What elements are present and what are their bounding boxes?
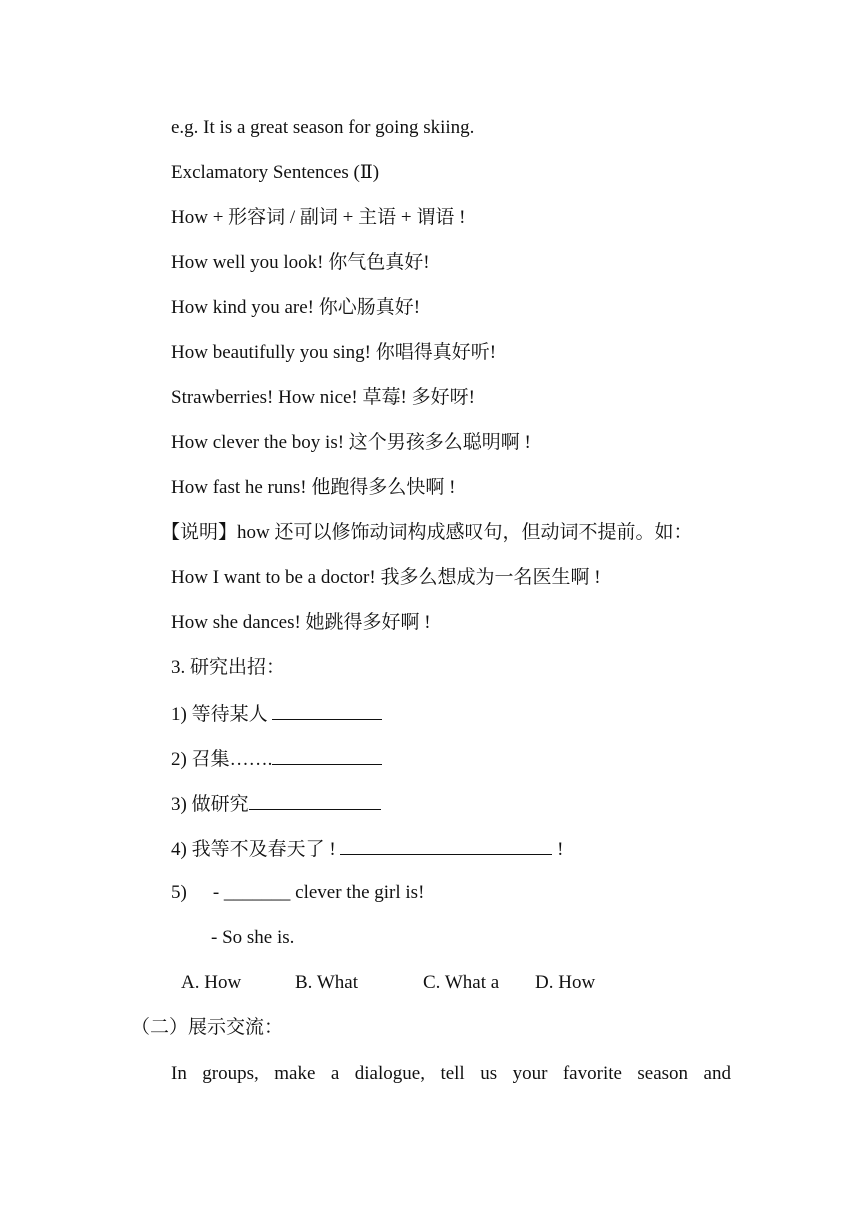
example-line: How she dances! 她跳得多好啊 ! [171,612,431,633]
exercise-item-1 [171,701,382,727]
paragraph-word: make [274,1063,316,1084]
note-line: 【说明】how 还可以修饰动词构成感叹句，但动词不提前。如： [161,522,693,543]
option-c: C. What a [423,972,500,993]
paragraph-word: season [637,1063,689,1084]
answer-blank[interactable] [340,836,552,855]
paragraph-word: a [330,1063,340,1084]
option-b: B. What [295,972,358,993]
exercise-number: 5) [171,882,187,903]
exercise-prompt: 2) 召集……. [171,749,273,770]
paragraph-word: favorite [562,1063,622,1084]
section-heading: Exclamatory Sentences (Ⅱ) [171,162,380,183]
answer-blank[interactable] [249,791,381,810]
exercise-item-2 [171,746,382,772]
exercise-prompt: - _______ clever the girl is! [212,882,425,903]
exercise-prompt: 3) 做研究 [171,794,249,815]
exercise-reply: - So she is. [211,927,295,948]
example-line: How beautifully you sing! 你唱得真好听! [171,342,497,363]
option-a: A. How [181,972,242,993]
paragraph-word: groups, [202,1063,259,1084]
paragraph-word: dialogue, [354,1063,425,1084]
paragraph-word: tell [440,1063,465,1084]
section-two-title: （二）展示交流： [131,1017,284,1038]
example-line: How well you look! 你气色真好! [171,252,430,273]
option-d: D. How [535,972,596,993]
paragraph-word: your [512,1063,548,1084]
answer-blank[interactable] [272,746,382,765]
example-line: Strawberries! How nice! 草莓! 多好呀! [171,387,475,408]
answer-blank[interactable] [272,701,382,720]
exercise-suffix: ! [552,839,564,860]
paragraph-word: us [480,1063,498,1084]
paragraph-word: and [703,1063,731,1084]
exercise-prompt: 4) 我等不及春天了 ! [171,839,341,860]
example-line: How clever the boy is! 这个男孩多么聪明啊 ! [171,432,531,453]
exercise-item-4 [171,836,563,862]
exercise-prompt: 1) 等待某人 [171,704,273,725]
example-line: How kind you are! 你心肠真好! [171,297,421,318]
exercise-item-5 [171,881,424,905]
example-sentence: e.g. It is a great season for going skiing. [171,117,475,138]
example-line: How I want to be a doctor! 我多么想成为一名医生啊 ! [171,567,601,588]
paragraph-word: In [171,1063,187,1084]
exercise-item-3 [171,791,381,817]
exercise-title: 3. 研究出招： [171,657,286,678]
section-two-paragraph [171,1062,731,1086]
example-line: How fast he runs! 他跑得多么快啊 ! [171,477,456,498]
formula-line: How + 形容词 / 副词 + 主语 + 谓语 ! [171,207,466,228]
